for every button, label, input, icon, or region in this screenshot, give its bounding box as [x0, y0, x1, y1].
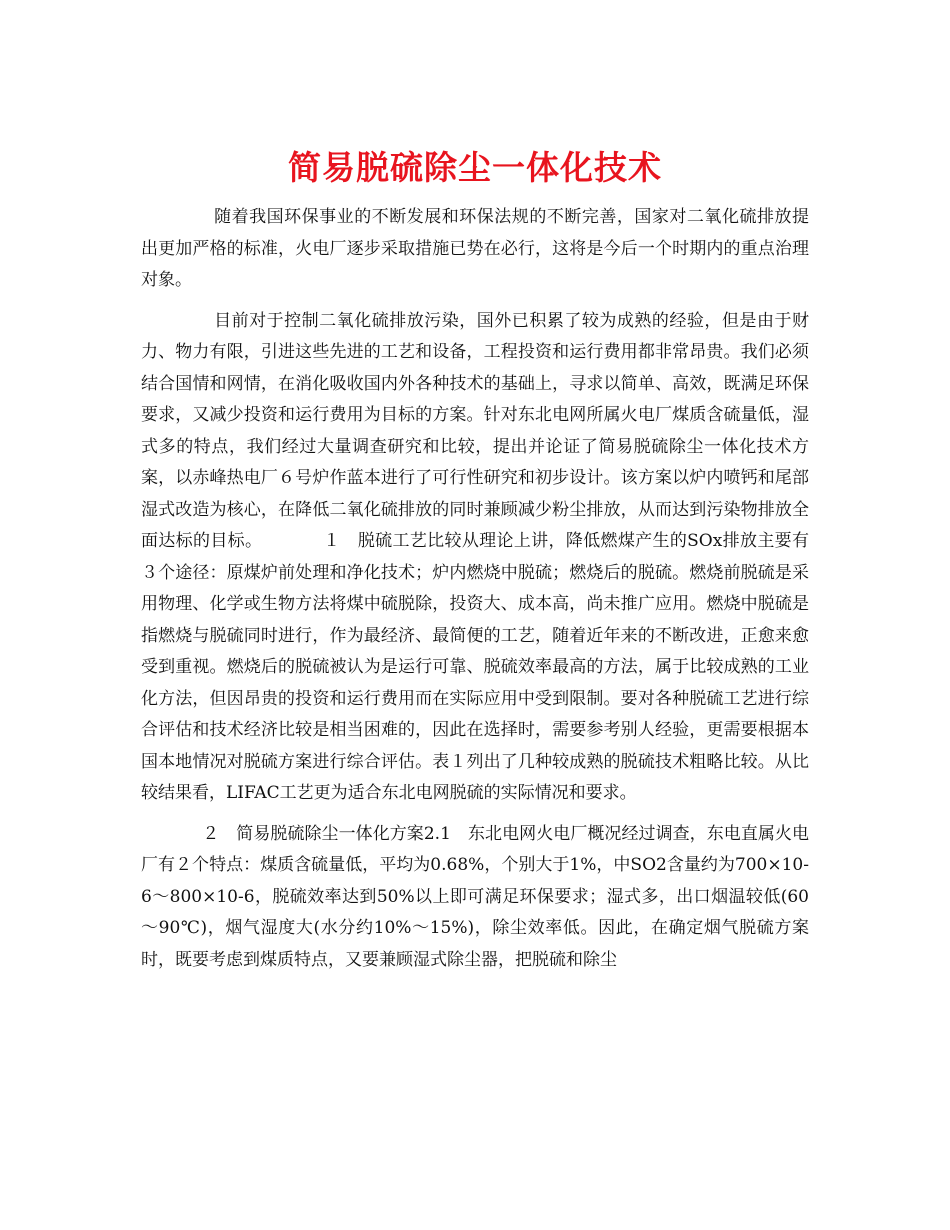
- document-title: 简易脱硫除尘一体化技术: [288, 148, 662, 188]
- paragraph-1: 随着我国环保事业的不断发展和环保法规的不断完善，国家对二氧化硫排放提出更加严格的标准，火电厂逐步采取措施已势在必行，这将是今后一个时期内的重点治理对象。: [141, 207, 809, 290]
- paragraph-3: ２ 简易脱硫除尘一体化方案2.1 东北电网火电厂概况经过调查，东电直属火电厂有２个特点：煤质含硫量低，平均为0.68%，个别大于1%，中SO2含量约为700×10-6～800×10-6，脱硫效率达到50%以上即可满足环保要求；湿式多，出口烟温较低(60～90℃)，烟气湿度大(水分约10%～15%)，除尘效率低。因此，在确定烟气脱硫方案时，既要考虑到煤质特点，又要兼顾湿式除尘器，把脱硫和除尘: [141, 823, 809, 970]
- paragraph-2: 目前对于控制二氧化硫排放污染，国外已积累了较为成熟的经验，但是由于财力、物力有限，引进这些先进的工艺和设备，工程投资和运行费用都非常昂贵。我们必须结合国情和网情，在消化吸收国内外各种技术的基础上，寻求以简单、高效，既满足环保要求，又减少投资和运行费用为目标的方案。针对东北电网所属火电厂煤质含硫量低，湿式多的特点，我们经过大量调查研究和比较，提出并论证了简易脱硫除尘一体化技术方案，以赤峰热电厂６号炉作蓝本进行了可行性研究和初步设计。该方案以炉内喷钙和尾部湿式改造为核心，在降低二氧化硫排放的同时兼顾减少粉尘排放，从而达到污染物排放全面达标的目标。 １ 脱硫工艺比较从理论上讲，降低燃煤产生的SOx排放主要有３个途径：原煤炉前处理和净化技术；炉内燃烧中脱硫；燃烧后的脱硫。燃烧前脱硫是采用物理、化学或生物方法将煤中硫脱除，投资大、成本高，尚未推广应用。燃烧中脱硫是指燃烧与脱硫同时进行，作为最经济、最简便的工艺，随着近年来的不断改进，正愈来愈受到重视。燃烧后的脱硫被认为是运行可靠、脱硫效率最高的方法，属于比较成熟的工业化方法，但因昂贵的投资和运行费用而在实际应用中受到限制。要对各种脱硫工艺进行综合评估和技术经济比较是相当困难的，因此在选择时，需要参考别人经验，更需要根据本国本地情况对脱硫方案进行综合评估。表１列出了几种较成熟的脱硫技术粗略比较。从比较结果看，LIFAC工艺更为适合东北电网脱硫的实际情况和要求。: [141, 310, 809, 803]
- document-body: [141, 202, 809, 976]
